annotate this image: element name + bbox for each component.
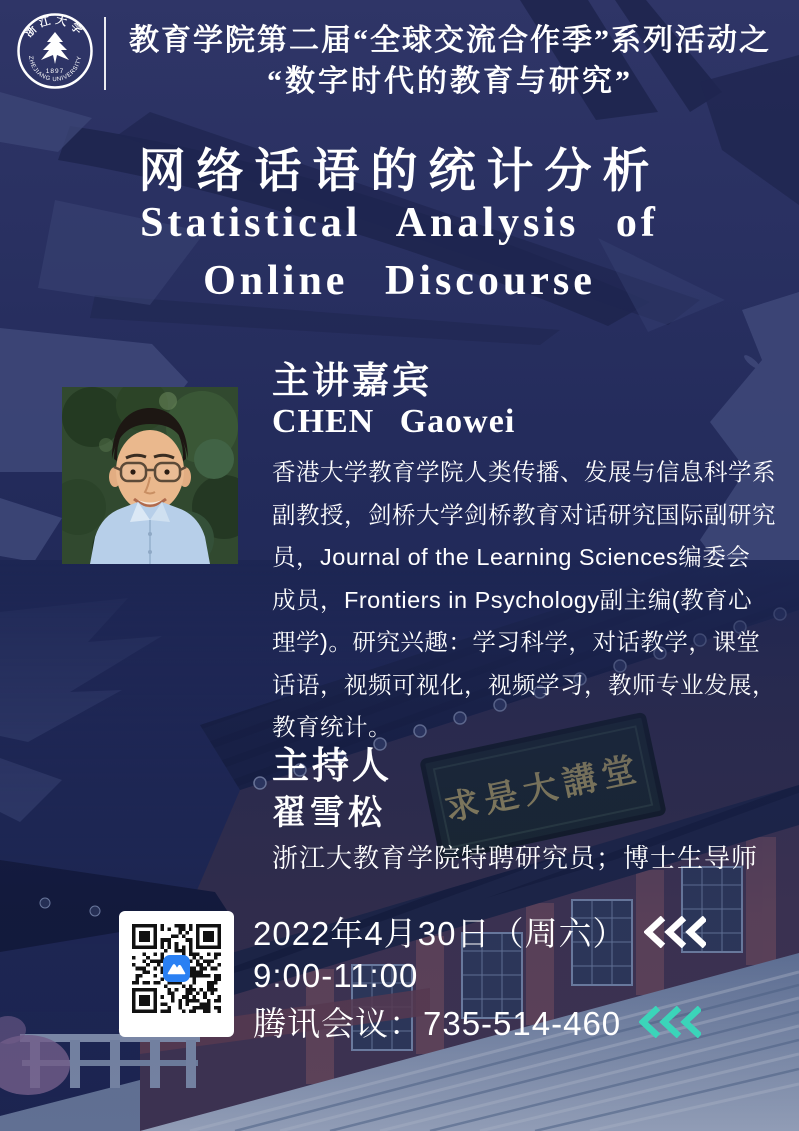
- event-date: 2022年4月30日（周六）: [253, 914, 627, 952]
- zhejiang-university-seal-logo: [16, 12, 94, 90]
- series-header: [118, 20, 782, 102]
- meeting-id: 735-514-460: [423, 1004, 622, 1042]
- seal-founded-year: 1897: [45, 68, 65, 75]
- bio-line: 香港大学教育学院人类传播、发展与信息科学系: [272, 459, 776, 485]
- event-time: 9:00-11:00: [253, 957, 419, 994]
- triple-chevron-white-icon: [644, 916, 706, 948]
- host-role-label: 主持人: [272, 745, 392, 786]
- series-title-line1: 教育学院第二届“全球交流合作季”系列活动之: [129, 24, 771, 57]
- header-divider: [104, 17, 106, 90]
- qr-card: [119, 911, 234, 1037]
- bio-line: 理学)。研究兴趣：学习科学，对话教学，课堂: [272, 629, 761, 655]
- series-title-line2: “数字时代的教育与研究”: [267, 65, 633, 98]
- bio-line: 员，Journal of the Learning Sciences编委会: [272, 544, 751, 570]
- host-affiliation: 浙江大教育学院特聘研究员；博士生导师: [272, 843, 759, 873]
- eagle-emblem-icon: [41, 32, 69, 64]
- speaker-photo: [62, 387, 238, 564]
- bio-line: 教育统计。: [272, 714, 392, 740]
- poster-title-en-line2: Online Discourse: [203, 258, 596, 304]
- bio-line: 话语，视频可视化，视频学习，教师专业发展，: [272, 671, 776, 698]
- poster-title-zh: 网络话语的统计分析: [138, 146, 661, 198]
- meeting-info: [253, 998, 621, 1045]
- seal-university-en: ZHEJIANG UNIVERSITY: [26, 55, 84, 84]
- speaker-role-label: 主讲嘉宾: [272, 360, 432, 401]
- bio-line: 成员，Frontiers in Psychology副主编(教育心: [272, 586, 753, 613]
- bio-line: 副教授，剑桥大学剑桥教育对话研究国际副研究: [272, 501, 776, 528]
- triple-chevron-teal-icon: [639, 1006, 701, 1038]
- speaker-name: CHEN Gaowei: [272, 403, 516, 440]
- host-name: 翟雪松: [272, 794, 386, 832]
- speaker-bio: [272, 451, 792, 749]
- tencent-meeting-icon: [163, 955, 190, 982]
- poster-title-en-line1: Statistical Analysis of: [140, 200, 659, 246]
- meeting-label: 腾讯会议：: [253, 1004, 423, 1042]
- seal-university-zh: 浙江大学: [23, 14, 87, 40]
